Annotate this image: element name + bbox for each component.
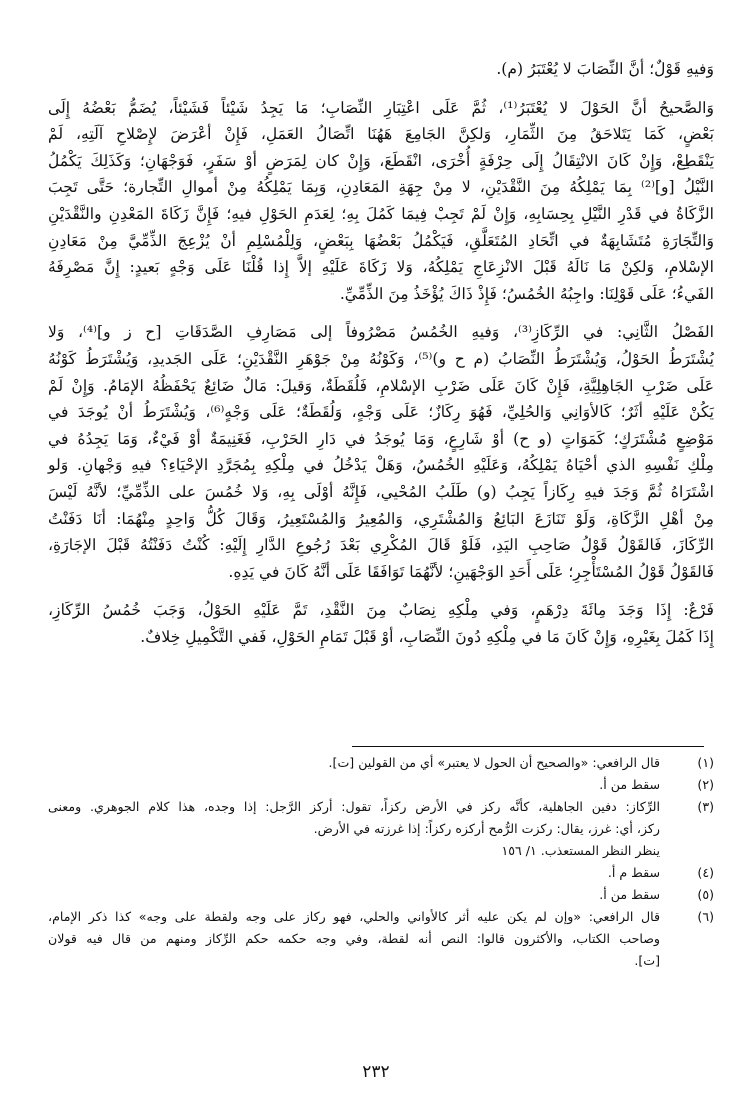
footnote-text: قال الرافعي: «وإن لم يكن عليه أثر كالأواني والحلي، فهو ركاز على وجه ولقطة على وجه» كذا ذكر الإمام، — [48, 909, 660, 924]
footnote-text: سقط م أ. — [607, 865, 660, 880]
footnote-number: (٤) — [697, 865, 714, 880]
footnote — [48, 884, 714, 906]
text-line: الفَصْلُ الثَّانِي: في الرِّكَازِ⁽³⁾، وَفيهِ الخُمُسُ مَصْرُوفاً إلى مَصَارِفِ الصَّدَقَاتِ [ح ز و]⁽⁴⁾، وَلا — [48, 323, 715, 342]
footnote-text: ركز، أي: غرز، يقال: ركزت الرُّمح أركزه ركزاً: إذا غرزته في الأرض. — [313, 821, 660, 836]
text-line: عَلَى ضَرْبِ الجَاهِلِيَّةِ، فَإِنْ كَانَ عَلَى ضَرْبِ الإسْلامِ، فَلُقَطَةٌ، وَقيلَ: مَالٌ ضَائِعٌ يَحْفَظُهُ الإمَامُ. وَإِنْ لَمْ — [48, 376, 714, 395]
text-line: فَالقَوْلُ قَوْلُ المُسْتَأْجِرِ؛ عَلَى أَحَدِ الوَجْهَينِ؛ لأنَّهُمَا تَوَافَقَا عَلَى أنَّهُ كَانَ في يَدِهِ. — [228, 562, 714, 581]
text-line: اشْتَرَاهُ ثُمَّ وَجَدَ فيهِ رِكَازاً يَجِبُ (و) طَلَبُ المُحْيي، فَإِنَّهُ أوْلَى بِهِ، وَلا خُمُسَ على الذِّمِّيِّ؛ لأنَّهُ لَيْسَ — [48, 482, 714, 501]
footnote-number: (١) — [697, 755, 714, 770]
footnote-number: (٢) — [697, 777, 714, 792]
footnotes — [48, 752, 714, 972]
text-line: الفَيءُ؛ عَلَى قَوْلِنَا: واجِبُهُ الخُمُسُ؛ فَإِذْ ذَاكَ يُؤْخَذُ مِنَ الذِّمِّيِّ. — [339, 284, 714, 303]
footnote-text: [ت]. — [634, 953, 660, 968]
text-line: وَالتِّجَارَةِ مُتَشَابِهَةٌ في اتِّحَادِ المُتَعَلَّقِ، فَيَكْمُلُ بَعْضُهَا بِبَعْضٍ، وَلِلْمُسْلِمِ أنْ يُزْعِجَ الذِّمِّيَّ مِنْ مَعَادِنِ — [48, 231, 714, 250]
text-line: الزَّكَاةُ في قَدْرِ النَّيْلِ بِحِسَابِهِ، وَإِنْ لَمْ تَجِبْ فِيمَا كَمُلَ بِهِ؛ لِعَدَمِ الحَوْلِ فيهِ؛ فَإِنَّ زَكَاةَ المَعْدِنِ والنَّقْدَيْنِ — [48, 204, 714, 223]
text-line: يَكُنْ عَلَيْهِ أثَرٌ؛ كَالأوَانِي وَالحُلِيِّ، فَهُوَ رِكَازٌ؛ عَلَى وَجْهٍ، وَلُقَطَةٌ؛ عَلَى وَجْهٍ⁽⁶⁾، وَيُشْتَرَطُ أنْ يُوجَدَ في — [48, 403, 714, 422]
footnote — [48, 752, 714, 774]
text-line: مِلْكِ نَفْسِهِ الذي أحْيَاهُ يَمْلِكُهُ، وَعَلَيْهِ الخُمُسُ، وَهَلْ يَدْخُلُ في مِلْكِهِ بِمُجَرَّدِ الإحْيَاءِ؟ فيهِ وَجْهانِ. وَلو — [48, 456, 714, 475]
text-line: الإسْلامِ، وَلكِنْ مَا نَالَهُ قَبْلَ الانْزِعَاجِ يَمْلِكُهُ، وَلا زَكَاةَ عَلَيْهِ إلاَّ إِذا قُلْنَا عَلَى وَجْهٍ بَعيدٍ: إِنَّ مَصْرِفَهُ — [48, 258, 714, 277]
footnote-text: الرِّكاز: دفين الجاهلية، كأنَّه ركز في الأرض ركزاً، تقول: أركز الرَّجل: إذا وجده، هذا كلام الجوهري. ومعنى — [48, 799, 660, 814]
text-line: بَعْضٍ، كَمَا يَتَلاحَقُ مِنَ الثِّمَارِ، وَلكِنَّ الجَامِعَ هَهُنَا اتِّصَالُ العَمَلِ، فَإِنْ أعْرَضَ لإِصْلاحِ آلَتِهِ، لَمْ — [48, 125, 714, 144]
footnote-number: (٦) — [697, 909, 714, 924]
footnote-text: ينظر النظر المستعذب. ١/ ١٥٦ — [501, 843, 660, 858]
text-line: إِذَا كَمُلَ بِغَيْرِهِ، وَإِنْ كَانَ مَا في مِلْكِهِ دُونَ النِّصَابِ، أوْ قَبْلَ تَمَامِ الحَوْلِ، فَفي التَّكْمِيلِ خِلافٌ. — [140, 627, 714, 646]
footnote-number: (٣) — [697, 799, 714, 814]
footnote-text: سقط من أ. — [599, 777, 660, 792]
footnote — [48, 862, 714, 884]
footnote — [48, 906, 714, 972]
footnote-text: سقط من أ. — [599, 887, 660, 902]
page-number: ٢٣٢ — [362, 1062, 390, 1082]
text-line: وَفيهِ قَوْلٌ؛ أنَّ النِّصَابَ لا يُعْتَبَرُ (م). — [496, 60, 714, 78]
footnote-divider — [352, 746, 704, 747]
text-line: يُشْتَرَطُ الحَوْلُ، وَيُشْتَرَطُ النِّصَابُ (م ح و)⁽⁵⁾، وَكَوْنُهُ مِنْ جَوْهَرِ النَّقْدَيْنِ؛ عَلَى الجَديدِ، وَيُشْتَرَطُ كَوْنُهُ — [48, 349, 715, 368]
text-line: فَرْعٌ: إِذَا وَجَدَ مِائَةَ دِرْهَمٍ، وَفي مِلْكِهِ نِصَابٌ مِنَ النَّقْدِ، تَمَّ عَلَيْهِ الحَوْلُ، وَجَبَ خُمُسُ الرِّكَازِ، — [48, 601, 714, 620]
footnote — [48, 796, 714, 862]
footnote-number: (٥) — [697, 887, 714, 902]
text-line: مِنْ أهْلِ الزَّكَاةِ، وَلَوْ تَنَازَعَ البَائِعُ وَالمُشْتَرِي، وَالمُعِيرُ وَالمُسْتَعِيرُ، وَقَالَ كُلُّ وَاحِدٍ مِنْهُمَا: أنَا دَفَنْتُ — [48, 509, 714, 528]
text-line: وَالصَّحيحُ أنَّ الحَوْلَ لا يُعْتَبَرُ⁽¹⁾، ثُمَّ عَلَى اعْتِبَارِ النِّصَابِ؛ مَا يَجِدُ شَيْئاً فَشَيْئاً، يُضَمُّ بَعْضُهُ إِلَى — [48, 98, 714, 117]
text-line: مَوْضِعٍ مُشْتَرَكٍ؛ كَمَوَاتٍ (و ح) أوْ شَارِعٍ، وَمَا يُوجَدُ في دَارِ الحَرْبِ، فَغَنِيمَةٌ أوْ فَيْءٌ، وَمَا يَجِدُهُ في — [48, 429, 714, 448]
text-line: النَّيْلُ [و]⁽²⁾ بِمَا يَمْلِكُهُ مِنَ النَّقْدَيْنِ، لا مِنْ جِهَةِ المَعَادِنِ، وَبِمَا يَمْلِكُهُ مِنْ أموالِ التِّجارة؛ حَتَّى تَجِبَ — [48, 178, 714, 197]
footnote-text: قال الرافعي: «والصحيح أن الحول لا يعتبر» أي من القولين [ت]. — [328, 755, 660, 770]
text-line: الرِّكَازَ، فَالقَوْلُ قَوْلُ صَاحِبِ اليَدِ، فَلَوْ قَالَ المُكْرِي بَعْدَ رُجُوعِ الدَّارِ إِلَيْهِ: كُنْتُ دَفَنْتُهُ قَبْلَ الإجَارَةِ، — [48, 536, 714, 555]
text-line: يَنْقَطِعْ، وَإِنْ كَانَ الانْتِقَالُ إِلَى حِرْفَةٍ أُخْرَى، انْقَطَعَ، وَإِنْ كان لِمَرَضٍ أوْ سَفَرٍ، فَوَجْهَانِ؛ وَكَذَلِكَ يَكْمُلُ — [48, 151, 714, 170]
footnote — [48, 774, 714, 796]
main-text — [48, 56, 714, 650]
footnote-text: وصاحب الكتاب، والأكثرون قالوا: النص أنه لقطة، وفي وجه حكمه حكم الرِّكاز ومنهم من قال فيه قولان — [48, 931, 660, 946]
